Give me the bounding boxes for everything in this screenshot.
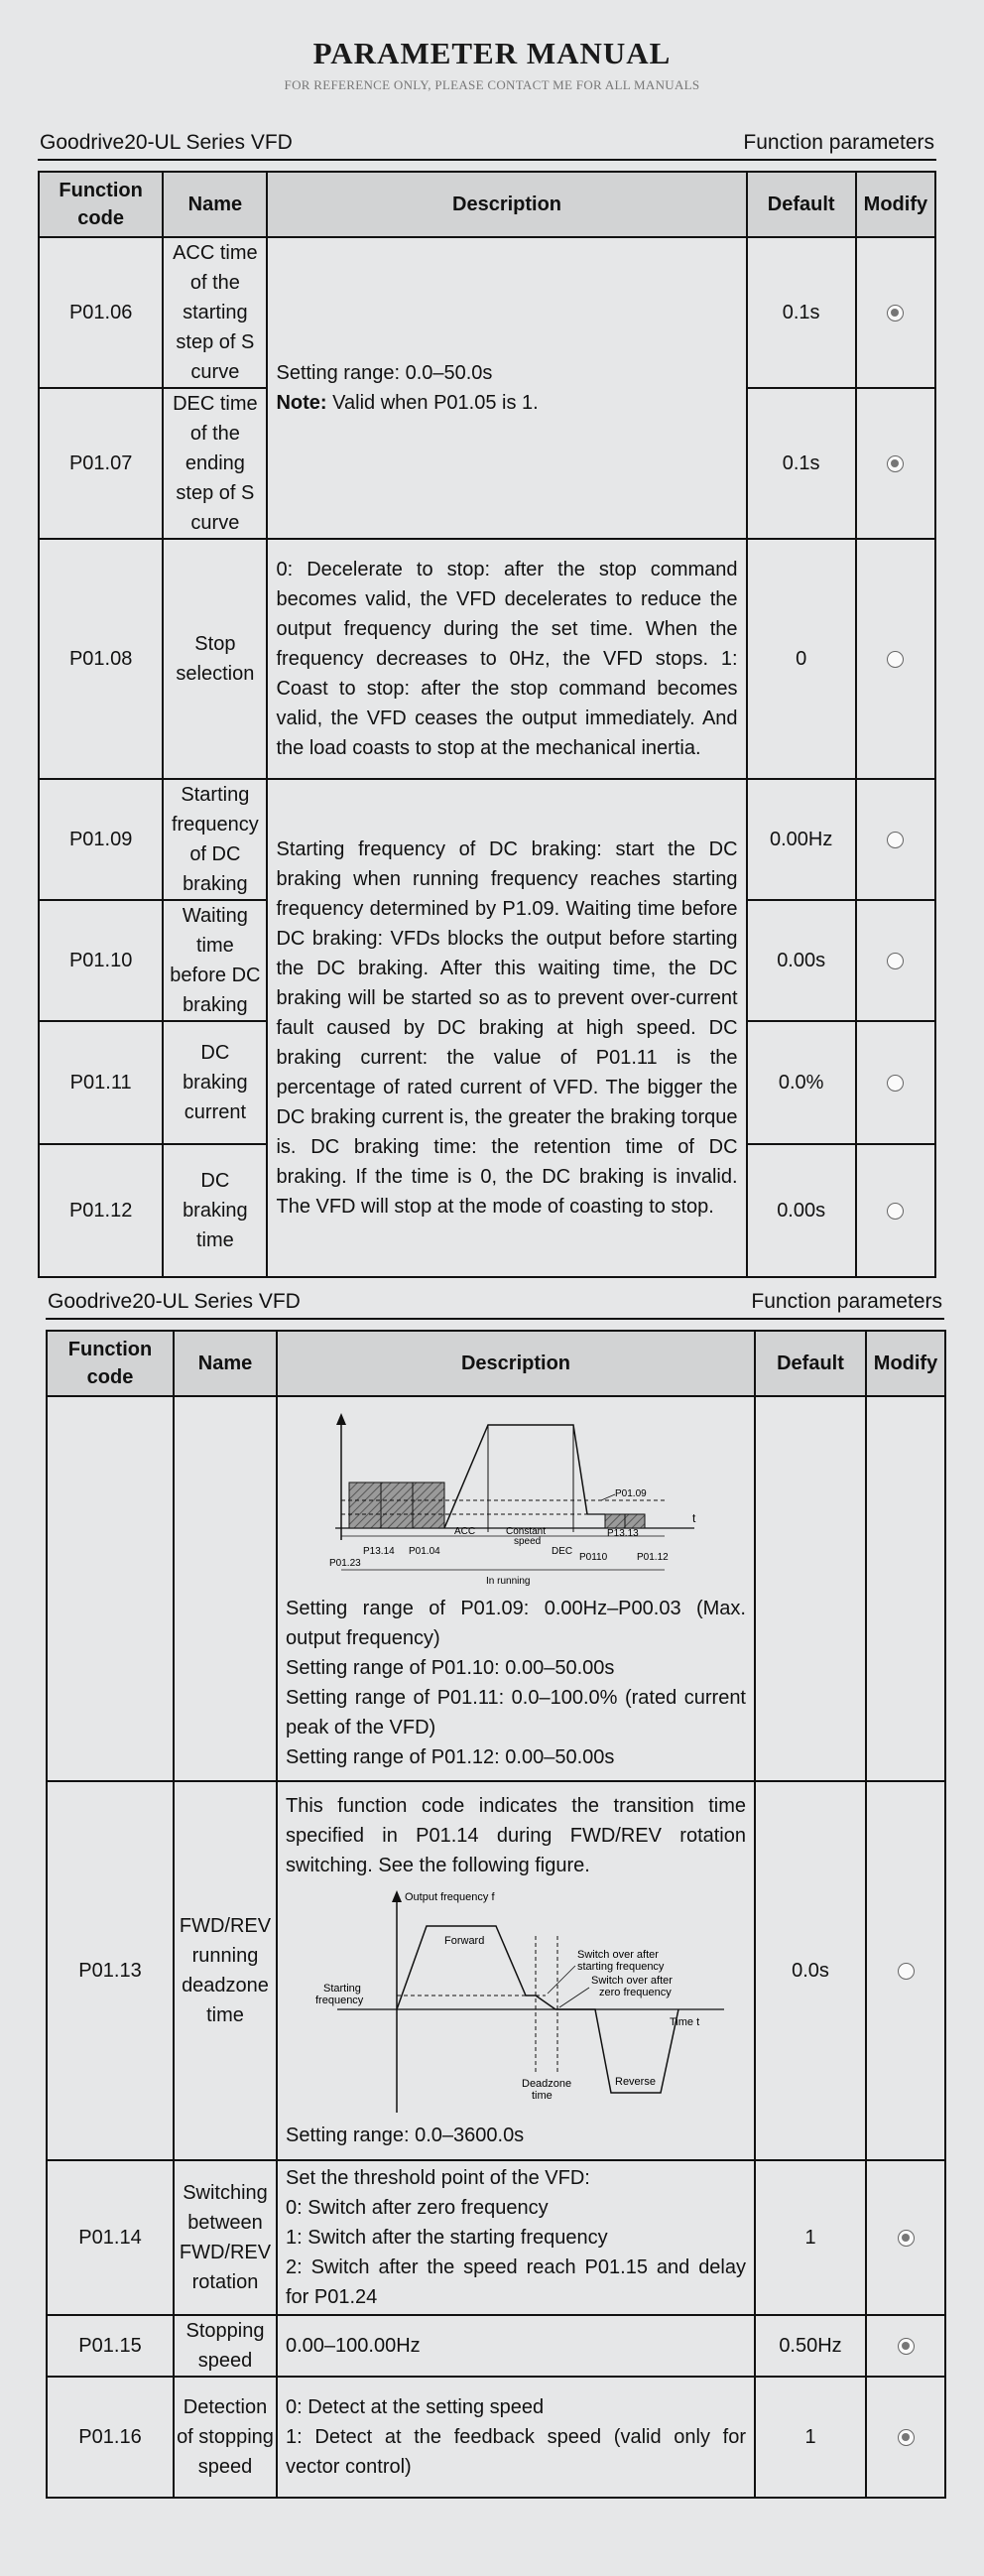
dc-braking-timing-figure — [327, 1411, 704, 1590]
modify-off-icon — [887, 1203, 904, 1220]
reverse-label: Reverse — [615, 2076, 656, 2088]
function-code: P01.13 — [47, 1781, 174, 2160]
setting-range-line: Setting range of P01.10: 0.00–50.00s — [286, 1657, 615, 1679]
table-row — [47, 2377, 945, 2498]
table-row — [39, 779, 935, 900]
param-name: FWD/REV running deadzone time — [174, 1781, 277, 2160]
table-row — [47, 2315, 945, 2377]
param-description — [277, 1396, 755, 1781]
switch-after-zero-1: Switch over after — [591, 1975, 673, 1987]
note-label: Note: — [276, 392, 327, 414]
modify-indicator — [866, 2160, 945, 2315]
col-code-header: Function code — [39, 172, 163, 237]
desc-line: Set the threshold point of the VFD: — [286, 2167, 590, 2189]
deadzone-time-label: time — [532, 2090, 553, 2102]
y-axis-arrow-icon — [336, 1413, 346, 1425]
default-value: 0.50Hz — [755, 2315, 866, 2377]
setting-range-line: Setting range of P01.12: 0.00–50.00s — [286, 1746, 615, 1768]
document-title: PARAMETER MANUAL — [312, 36, 672, 70]
modify-indicator — [856, 1021, 935, 1144]
modify-indicator — [856, 237, 935, 388]
default-value: 0.1s — [747, 237, 856, 388]
hatch-block — [605, 1514, 625, 1528]
modify-off-icon — [898, 1963, 915, 1980]
speed-label: speed — [514, 1536, 542, 1547]
col-code-header: Function code — [47, 1331, 174, 1396]
p0112-label: P01.12 — [637, 1552, 669, 1563]
modify-indicator — [856, 388, 935, 539]
p0123-label: P01.23 — [329, 1558, 361, 1569]
param-name: Switching between FWD/REV rotation — [174, 2160, 277, 2315]
col-name-header: Name — [163, 172, 267, 237]
note — [276, 388, 737, 418]
function-code: P01.10 — [39, 900, 163, 1021]
modify-on-icon — [887, 305, 904, 322]
param-name: ACC time of the starting step of S curve — [163, 237, 267, 388]
modify-indicator — [866, 2315, 945, 2377]
output-frequency-label: Output frequency f — [405, 1891, 495, 1903]
table-header-row — [47, 1331, 945, 1396]
starting-label: Starting — [323, 1983, 361, 1995]
p1314-label: P13.14 — [363, 1546, 395, 1557]
param-description — [277, 2377, 755, 2498]
function-code: P01.08 — [39, 539, 163, 779]
function-code: P01.16 — [47, 2377, 174, 2498]
modify-off-icon — [887, 953, 904, 969]
col-default-header: Default — [747, 172, 856, 237]
time-label: Time t — [670, 2016, 700, 2028]
col-desc-header: Description — [267, 172, 746, 237]
modify-indicator — [866, 2377, 945, 2498]
default-value-empty — [755, 1396, 866, 1781]
modify-indicator — [856, 779, 935, 900]
modify-indicator — [856, 1144, 935, 1277]
desc-line: 0: Switch after zero frequency — [286, 2197, 549, 2219]
default-value: 1 — [755, 2160, 866, 2315]
in-running-label: In running — [486, 1576, 531, 1587]
desc-line: 2: Switch after the speed reach P01.15 and delay for P01.24 — [286, 2256, 746, 2308]
param-description: 0.00–100.00Hz — [277, 2315, 755, 2377]
intro-text: This function code indicates the transition time specified in P01.14 during FWD/REV rotation switching. See the following figure. — [286, 1795, 746, 1876]
param-name: DC braking time — [163, 1144, 267, 1277]
modify-indicator — [856, 539, 935, 779]
hatch-block — [381, 1482, 413, 1528]
desc-line: 1: Detect at the feedback speed (valid only for vector control) — [286, 2426, 746, 2478]
leader-line — [548, 1966, 575, 1994]
param-description — [277, 1781, 755, 2160]
default-value: 0.00s — [747, 1144, 856, 1277]
frequency-curve — [444, 1425, 587, 1528]
setting-range: Setting range: 0.0–50.0s — [276, 362, 493, 384]
note-text: Valid when P01.05 is 1. — [326, 392, 539, 414]
switch-after-zero-2: zero frequency — [599, 1987, 672, 1998]
default-value: 0.0% — [747, 1021, 856, 1144]
table-row — [47, 1781, 945, 2160]
series-label: Goodrive20-UL Series VFD — [40, 131, 293, 154]
deadzone-label: Deadzone — [522, 2078, 572, 2090]
default-value: 0 — [747, 539, 856, 779]
table-row — [39, 237, 935, 388]
function-code: P01.06 — [39, 237, 163, 388]
table-header-row — [39, 172, 935, 237]
dec-label: DEC — [552, 1546, 573, 1557]
param-description — [267, 237, 746, 539]
param-name: DEC time of the ending step of S curve — [163, 388, 267, 539]
p0110-label: P0110 — [579, 1552, 608, 1563]
setting-range-line: Setting range of P01.09: 0.00Hz–P00.03 (Max. output frequency) — [286, 1598, 746, 1649]
default-value: 0.0s — [755, 1781, 866, 2160]
y-axis-arrow-icon — [392, 1890, 402, 1902]
modify-off-icon — [887, 1075, 904, 1092]
leader-line — [559, 1988, 589, 2007]
param-description: 0: Decelerate to stop: after the stop command becomes valid, the VFD decelerates to reduce the output frequency during the set time. When the frequency decreases to 0Hz, the VFD stops. 1: Coast to stop: after the stop command becomes valid, the VFD ceases the output immediately. And the load coasts to stop at the mechanical inertia. — [267, 539, 746, 779]
modify-off-icon — [887, 832, 904, 848]
section-label: Function parameters — [743, 131, 934, 154]
function-code: P01.09 — [39, 779, 163, 900]
page-header — [46, 1290, 944, 1320]
leader-line — [601, 1494, 615, 1500]
modify-on-icon — [898, 2429, 915, 2446]
p0109-label: P01.09 — [615, 1488, 647, 1499]
col-desc-header: Description — [277, 1331, 755, 1396]
default-value: 0.00s — [747, 900, 856, 1021]
table-row — [47, 2160, 945, 2315]
parameter-table — [46, 1330, 946, 2499]
function-code: P01.12 — [39, 1144, 163, 1277]
col-modify-header: Modify — [866, 1331, 945, 1396]
modify-indicator — [856, 900, 935, 1021]
table-row — [47, 1396, 945, 1781]
default-value: 1 — [755, 2377, 866, 2498]
constant-label: Constant — [506, 1526, 547, 1537]
modify-on-icon — [898, 2338, 915, 2355]
modify-indicator — [866, 1781, 945, 2160]
param-description — [277, 2160, 755, 2315]
page-block-1 — [38, 131, 936, 1278]
modify-empty — [866, 1396, 945, 1781]
col-modify-header: Modify — [856, 172, 935, 237]
param-name: Detection of stopping speed — [174, 2377, 277, 2498]
acc-label: ACC — [454, 1526, 476, 1537]
hatch-block — [349, 1482, 381, 1528]
param-name: Stopping speed — [174, 2315, 277, 2377]
function-code: P01.14 — [47, 2160, 174, 2315]
series-label: Goodrive20-UL Series VFD — [48, 1290, 301, 1313]
param-name: Starting frequency of DC braking — [163, 779, 267, 900]
fwd-rev-deadzone-figure — [298, 1886, 734, 2117]
col-name-header: Name — [174, 1331, 277, 1396]
function-code: P01.15 — [47, 2315, 174, 2377]
page-block-2 — [46, 1290, 944, 2499]
setting-range: Setting range: 0.0–3600.0s — [286, 2125, 525, 2146]
default-value: 0.00Hz — [747, 779, 856, 900]
p1313-label: P13.13 — [607, 1528, 639, 1539]
forward-label: Forward — [444, 1935, 485, 1947]
modify-off-icon — [887, 651, 904, 668]
section-label: Function parameters — [751, 1290, 942, 1313]
param-name: Waiting time before DC braking — [163, 900, 267, 1021]
function-code: P01.07 — [39, 388, 163, 539]
switch-after-starting-1: Switch over after — [577, 1949, 659, 1961]
setting-range-line: Setting range of P01.11: 0.0–100.0% (rated current peak of the VFD) — [286, 1687, 746, 1739]
hatch-block — [625, 1514, 645, 1528]
t-label: t — [692, 1511, 696, 1525]
desc-line: 1: Switch after the starting frequency — [286, 2227, 608, 2249]
frequency-label: frequency — [315, 1995, 364, 2006]
desc-line: 0: Detect at the setting speed — [286, 2396, 545, 2418]
p0104-label: P01.04 — [409, 1546, 440, 1557]
param-name-empty — [174, 1396, 277, 1781]
document-subtitle: FOR REFERENCE ONLY, PLEASE CONTACT ME FOR ALL MANUALS — [284, 77, 700, 92]
table-row — [39, 539, 935, 779]
page-header — [38, 131, 936, 161]
switch-after-starting-2: starting frequency — [577, 1961, 665, 1973]
modify-on-icon — [887, 455, 904, 472]
hatch-block — [413, 1482, 444, 1528]
param-name: Stop selection — [163, 539, 267, 779]
default-value: 0.1s — [747, 388, 856, 539]
param-name: DC braking current — [163, 1021, 267, 1144]
param-description: Starting frequency of DC braking: start the DC braking when running frequency reaches starting frequency determined by P1.09. Waiting time before DC braking: VFDs blocks the output before starting the DC braking. After this waiting time, the DC braking will be started so as to prevent over-current fault caused by DC braking at high speed. DC braking current: the value of P01.11 is the percentage of rated current of VFD. The bigger the DC braking current is, the greater the braking torque is. DC braking time: the retention time of DC braking. If the time is 0, the DC braking is invalid. The VFD will stop at the mode of coasting to stop. — [267, 779, 746, 1277]
function-code: P01.11 — [39, 1021, 163, 1144]
parameter-table — [38, 171, 936, 1278]
col-default-header: Default — [755, 1331, 866, 1396]
modify-on-icon — [898, 2230, 915, 2247]
function-code-empty — [47, 1396, 174, 1781]
